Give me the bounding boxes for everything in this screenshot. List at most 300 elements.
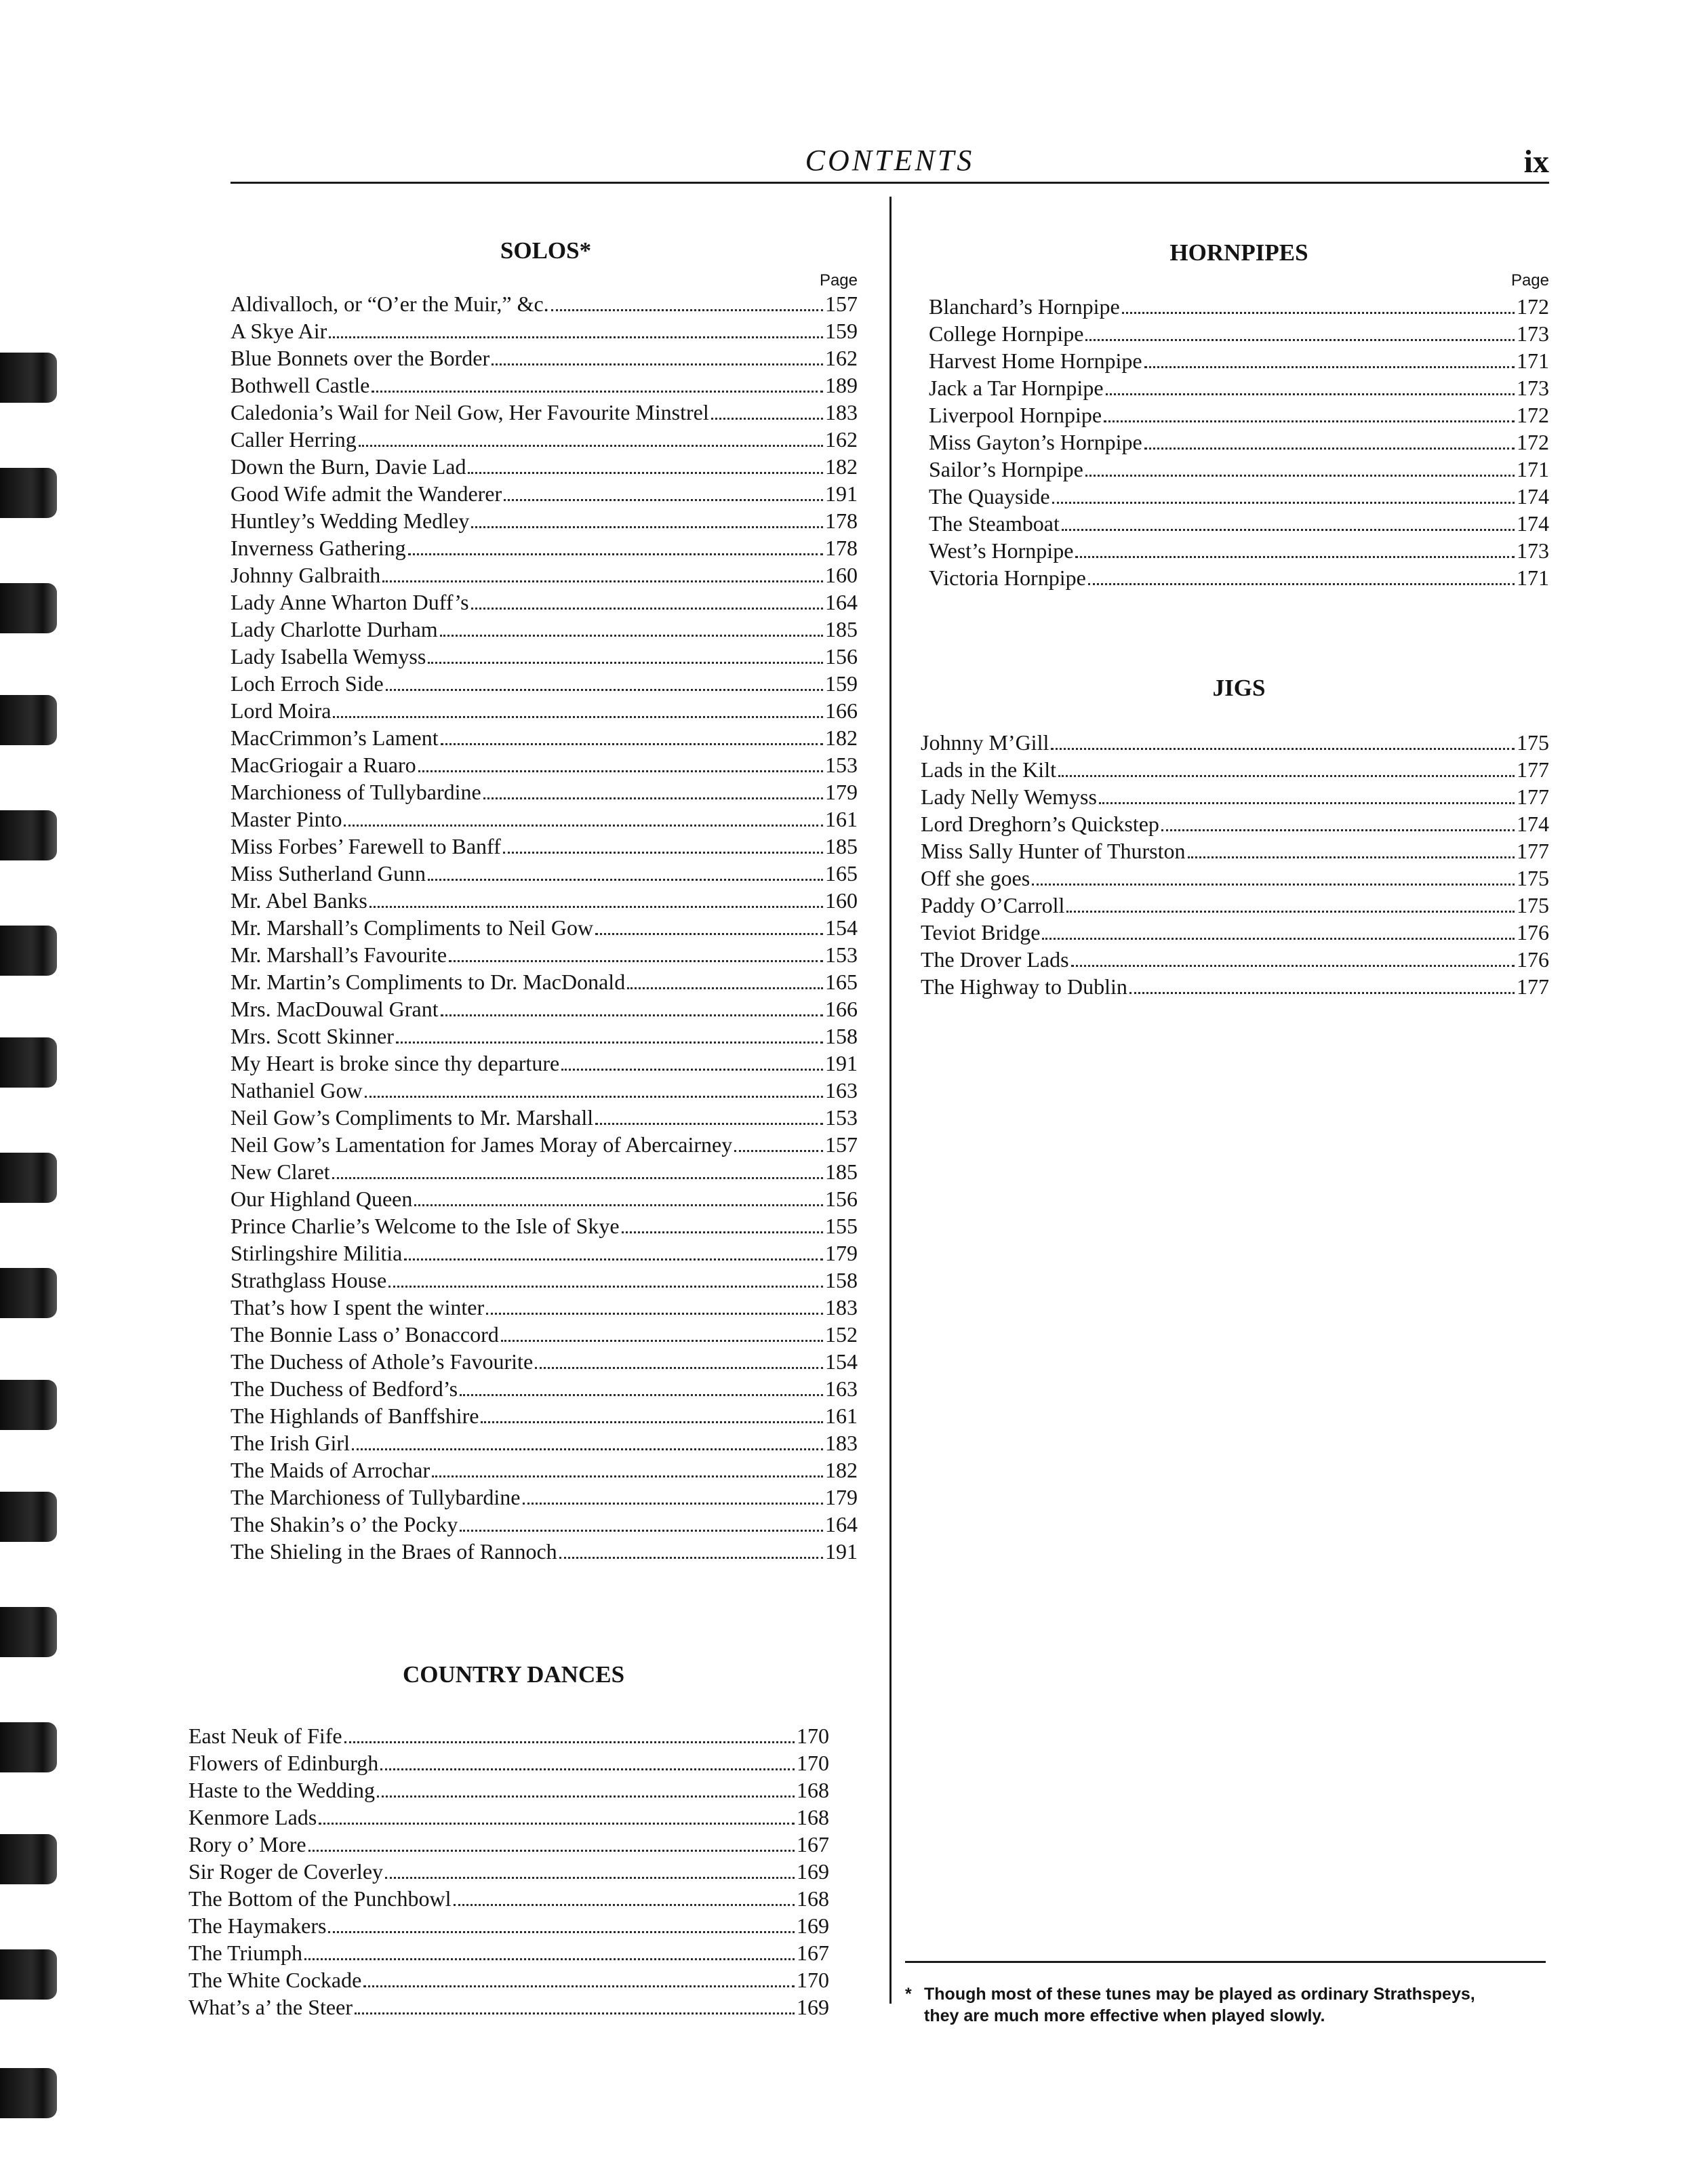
toc-entry	[231, 1185, 858, 1212]
entry-page-number: 176	[1517, 920, 1549, 945]
entry-title: Sir Roger de Coverley	[188, 1859, 384, 1884]
entry-page-number: 163	[825, 1078, 858, 1103]
entry-title: The Duchess of Athole’s Favourite	[231, 1349, 534, 1374]
toc-entry	[231, 670, 858, 697]
dot-leader	[408, 553, 823, 555]
entry-title: Johnny Galbraith	[231, 563, 381, 587]
entry-page-number: 172	[1517, 294, 1549, 319]
entry-title: The Highlands of Banffshire	[231, 1404, 479, 1428]
dot-leader	[308, 1850, 795, 1852]
entry-title: Mr. Abel Banks	[231, 888, 367, 913]
toc-entry	[231, 372, 858, 399]
binding-ring	[0, 2068, 57, 2118]
entry-page-number: 168	[797, 1805, 829, 1829]
entry-page-number: 170	[797, 1968, 829, 1992]
entry-page-number: 152	[825, 1322, 858, 1347]
entry-page-number: 174	[1517, 812, 1549, 836]
entry-page-number: 164	[825, 1512, 858, 1536]
toc-entry	[231, 1022, 858, 1050]
dot-leader	[352, 1448, 823, 1450]
toc-entry	[231, 1077, 858, 1104]
entry-page-number: 166	[825, 698, 858, 723]
entry-page-number: 170	[797, 1751, 829, 1775]
binding-ring	[0, 468, 57, 518]
toc-entry	[231, 643, 858, 670]
toc-entry	[231, 1484, 858, 1511]
entry-title: Strathglass House	[231, 1268, 387, 1292]
toc-entry	[921, 756, 1549, 783]
entry-title: Liverpool Hornpipe	[929, 403, 1102, 427]
entry-title: Rory o’ More	[188, 1832, 306, 1857]
entry-page-number: 191	[825, 1051, 858, 1075]
toc-entry	[231, 1131, 858, 1158]
toc-entry	[231, 616, 858, 643]
solos-page-label: Page	[819, 271, 858, 290]
dot-leader	[1122, 312, 1515, 314]
toc-entry	[921, 837, 1549, 865]
entry-page-number: 167	[797, 1832, 829, 1857]
entry-page-number: 162	[825, 346, 858, 370]
entry-page-number: 173	[1517, 321, 1549, 346]
entry-title: Mr. Marshall’s Compliments to Neil Gow	[231, 915, 594, 940]
toc-entry	[921, 946, 1549, 973]
entry-title: The Shieling in the Braes of Rannoch	[231, 1539, 557, 1564]
entry-title: The Duchess of Bedford’s	[231, 1376, 458, 1401]
entry-page-number: 171	[1517, 349, 1549, 373]
entry-page-number: 191	[825, 1539, 858, 1564]
toc-entry	[231, 724, 858, 751]
entry-page-number: 176	[1517, 947, 1549, 972]
dot-leader	[1071, 965, 1515, 967]
toc-entry	[231, 344, 858, 372]
binding-ring	[0, 353, 57, 403]
binding-ring	[0, 1607, 57, 1657]
binding-ring	[0, 1268, 57, 1318]
dot-leader	[468, 472, 823, 474]
dot-leader	[535, 1367, 823, 1369]
dot-leader	[359, 445, 823, 447]
dot-leader	[503, 852, 823, 854]
dot-leader	[1052, 502, 1515, 504]
page-title: CONTENTS	[805, 144, 975, 177]
entry-page-number: 179	[825, 780, 858, 804]
entry-title: Mrs. MacDouwal Grant	[231, 997, 439, 1021]
dot-leader	[1106, 393, 1515, 395]
dot-leader	[396, 1041, 823, 1044]
entry-page-number: 169	[797, 1859, 829, 1884]
entry-page-number: 153	[825, 1105, 858, 1130]
toc-entry	[231, 914, 858, 941]
dot-leader	[440, 635, 823, 637]
entry-page-number: 175	[1517, 730, 1549, 755]
dot-leader	[1099, 802, 1515, 804]
dot-leader	[471, 526, 823, 528]
dot-leader	[1058, 775, 1515, 777]
entry-title: Miss Forbes’ Farewell to Banff	[231, 834, 501, 858]
toc-entry	[231, 1294, 858, 1321]
entry-title: Mr. Marshall’s Favourite	[231, 942, 447, 967]
toc-entry	[188, 1939, 829, 1966]
entry-page-number: 185	[825, 834, 858, 858]
toc-entry	[231, 1212, 858, 1239]
dot-leader	[365, 1096, 823, 1098]
binding-ring	[0, 583, 57, 633]
entry-page-number: 189	[825, 373, 858, 397]
toc-entry	[921, 892, 1549, 919]
entry-page-number: 160	[825, 563, 858, 587]
toc-entry	[231, 995, 858, 1022]
toc-entry	[231, 1267, 858, 1294]
toc-entry	[231, 426, 858, 453]
entry-title: Caller Herring	[231, 427, 357, 452]
dot-leader	[1104, 420, 1515, 422]
entry-title: Lady Isabella Wemyss	[231, 644, 426, 669]
toc-entry	[188, 1804, 829, 1831]
toc-entry	[188, 1831, 829, 1858]
toc-entry	[231, 778, 858, 806]
entry-page-number: 161	[825, 807, 858, 831]
toc-entry	[929, 510, 1549, 537]
toc-entry	[231, 561, 858, 589]
dot-leader	[1075, 556, 1515, 558]
entry-title: A Skye Air	[231, 319, 327, 343]
entry-page-number: 164	[825, 590, 858, 614]
hornpipes-list	[929, 293, 1549, 591]
toc-entry	[929, 429, 1549, 456]
dot-leader	[380, 1768, 795, 1770]
toc-entry	[188, 1885, 829, 1912]
hornpipes-heading: HORNPIPES	[1169, 239, 1308, 266]
footnote-rule	[905, 1961, 1546, 1963]
toc-entry	[231, 1050, 858, 1077]
solos-heading: SOLOS*	[500, 237, 592, 264]
entry-title: Stirlingshire Militia	[231, 1241, 403, 1265]
entry-title: Sailor’s Hornpipe	[929, 457, 1083, 481]
dot-leader	[382, 580, 823, 582]
toc-entry	[188, 1858, 829, 1885]
dot-leader	[428, 662, 823, 664]
toc-entry	[231, 968, 858, 995]
dot-leader	[1062, 529, 1515, 531]
entry-page-number: 160	[825, 888, 858, 913]
toc-entry	[231, 399, 858, 426]
toc-entry	[231, 1158, 858, 1185]
page-header	[231, 144, 1549, 184]
entry-title: Inverness Gathering	[231, 536, 406, 560]
dot-leader	[1129, 992, 1515, 994]
entry-title: Johnny M’Gill	[921, 730, 1049, 755]
page-number: ix	[1523, 144, 1549, 180]
binding-ring	[0, 695, 57, 745]
entry-page-number: 182	[825, 1458, 858, 1482]
binding-ring	[0, 1153, 57, 1203]
country-dances-heading: COUNTRY DANCES	[402, 1661, 625, 1688]
entry-page-number: 178	[825, 536, 858, 560]
entry-title: Miss Sutherland Gunn	[231, 861, 426, 886]
toc-entry	[231, 1321, 858, 1348]
dot-leader	[504, 499, 823, 501]
entry-page-number: 172	[1517, 430, 1549, 454]
entry-page-number: 183	[825, 1431, 858, 1455]
entry-title: Aldivalloch, or “O’er the Muir,” &c.	[231, 292, 549, 316]
binding-ring	[0, 1834, 57, 1884]
dot-leader	[449, 960, 823, 962]
dot-leader	[441, 743, 823, 745]
entry-title: The Maids of Arrochar	[231, 1458, 430, 1482]
toc-entry	[929, 564, 1549, 591]
binding-ring	[0, 1722, 57, 1772]
dot-leader	[454, 1904, 795, 1906]
entry-page-number: 178	[825, 509, 858, 533]
toc-entry	[188, 1776, 829, 1804]
dot-leader	[355, 2012, 795, 2014]
toc-entry	[231, 480, 858, 507]
toc-entry	[231, 1456, 858, 1484]
dot-leader	[319, 1823, 795, 1825]
binding-ring	[0, 926, 57, 976]
toc-entry	[231, 453, 858, 480]
toc-entry	[921, 919, 1549, 946]
toc-entry	[929, 483, 1549, 510]
entry-page-number: 154	[825, 1349, 858, 1374]
entry-page-number: 165	[825, 861, 858, 886]
entry-page-number: 174	[1517, 511, 1549, 536]
entry-page-number: 159	[825, 671, 858, 696]
entry-title: Our Highland Queen	[231, 1187, 413, 1211]
entry-title: Paddy O’Carroll	[921, 893, 1065, 917]
entry-title: Down the Burn, Davie Lad	[231, 454, 466, 479]
toc-entry	[188, 1912, 829, 1939]
dot-leader	[1085, 339, 1515, 341]
binding-ring	[0, 1492, 57, 1542]
dot-leader	[385, 1877, 795, 1879]
dot-leader	[483, 797, 823, 799]
dot-leader	[1051, 748, 1515, 750]
entry-page-number: 177	[1517, 974, 1549, 999]
entry-title: Prince Charlie’s Welcome to the Isle of Skye	[231, 1214, 620, 1238]
dot-leader	[333, 716, 823, 718]
header-rule	[231, 182, 1549, 184]
toc-entry	[231, 507, 858, 534]
toc-entry	[921, 810, 1549, 837]
toc-entry	[231, 860, 858, 887]
entry-page-number: 154	[825, 915, 858, 940]
binding-ring	[0, 810, 57, 860]
entry-title: Blue Bonnets over the Border	[231, 346, 490, 370]
entry-title: Neil Gow’s Compliments to Mr. Marshall	[231, 1105, 594, 1130]
toc-entry	[188, 1966, 829, 1993]
entry-title: My Heart is broke since thy departure	[231, 1051, 560, 1075]
footnote-mark: *	[905, 1985, 912, 2004]
dot-leader	[344, 1741, 795, 1743]
entry-page-number: 165	[825, 970, 858, 994]
entry-page-number: 172	[1517, 403, 1549, 427]
toc-entry	[929, 347, 1549, 374]
dot-leader	[1066, 911, 1515, 913]
dot-leader	[377, 1795, 795, 1798]
jigs-list	[921, 729, 1549, 1000]
entry-title: Victoria Hornpipe	[929, 565, 1086, 590]
dot-leader	[1144, 366, 1515, 368]
entry-page-number: 157	[825, 1132, 858, 1157]
entry-title: Miss Sally Hunter of Thurston	[921, 839, 1186, 863]
toc-entry	[921, 783, 1549, 810]
entry-page-number: 177	[1517, 839, 1549, 863]
entry-page-number: 166	[825, 997, 858, 1021]
entry-page-number: 175	[1517, 866, 1549, 890]
dot-leader	[428, 879, 823, 881]
entry-page-number: 163	[825, 1376, 858, 1401]
entry-page-number: 153	[825, 942, 858, 967]
toc-entry	[231, 1402, 858, 1429]
toc-entry	[188, 1722, 829, 1749]
toc-entry	[231, 1239, 858, 1267]
toc-entry	[231, 941, 858, 968]
entry-page-number: 177	[1517, 757, 1549, 782]
dot-leader	[492, 363, 823, 365]
entry-page-number: 179	[825, 1485, 858, 1509]
toc-entry	[231, 1538, 858, 1565]
toc-entry	[231, 1511, 858, 1538]
entry-title: That’s how I spent the winter	[231, 1295, 485, 1319]
entry-title: The Highway to Dublin	[921, 974, 1127, 999]
dot-leader	[432, 1475, 823, 1477]
entry-title: Loch Erroch Side	[231, 671, 384, 696]
entry-title: Bothwell Castle	[231, 373, 370, 397]
toc-entry	[929, 537, 1549, 564]
entry-title: Nathaniel Gow	[231, 1078, 363, 1103]
entry-page-number: 159	[825, 319, 858, 343]
toc-entry	[188, 1993, 829, 2021]
entry-page-number: 171	[1517, 565, 1549, 590]
entry-title: Miss Gayton’s Hornpipe	[929, 430, 1142, 454]
dot-leader	[404, 1258, 823, 1260]
entry-title: The Shakin’s o’ the Pocky	[231, 1512, 458, 1536]
dot-leader	[329, 336, 823, 338]
dot-leader	[501, 1340, 823, 1342]
entry-title: What’s a’ the Steer	[188, 1995, 353, 2019]
dot-leader	[304, 1958, 795, 1960]
entry-page-number: 171	[1517, 457, 1549, 481]
entry-title: Jack a Tar Hornpipe	[929, 376, 1104, 400]
entry-page-number: 175	[1517, 893, 1549, 917]
entry-page-number: 156	[825, 1187, 858, 1211]
entry-title: West’s Hornpipe	[929, 538, 1074, 563]
entry-page-number: 182	[825, 454, 858, 479]
entry-title: Off she goes	[921, 866, 1030, 890]
dot-leader	[627, 987, 823, 989]
toc-entry	[231, 833, 858, 860]
toc-entry	[929, 456, 1549, 483]
entry-page-number: 185	[825, 1159, 858, 1184]
entry-title: MacGriogair a Ruaro	[231, 753, 416, 777]
entry-title: The Bonnie Lass o’ Bonaccord	[231, 1322, 499, 1347]
entry-title: New Claret	[231, 1159, 330, 1184]
toc-entry	[231, 697, 858, 724]
entry-title: East Neuk of Fife	[188, 1724, 342, 1748]
entry-title: The Irish Girl	[231, 1431, 350, 1455]
entry-title: Mrs. Scott Skinner	[231, 1024, 394, 1048]
entry-title: Kenmore Lads	[188, 1805, 317, 1829]
binding-ring	[0, 1949, 57, 2000]
entry-page-number: 156	[825, 644, 858, 669]
dot-leader	[523, 1503, 824, 1505]
entry-page-number: 168	[797, 1886, 829, 1911]
dot-leader	[344, 825, 823, 827]
entry-title: Good Wife admit the Wanderer	[231, 481, 502, 506]
toc-entry	[231, 534, 858, 561]
toc-entry	[929, 293, 1549, 320]
dot-leader	[441, 1014, 823, 1016]
entry-page-number: 182	[825, 726, 858, 750]
entry-page-number: 170	[797, 1724, 829, 1748]
entry-page-number: 157	[825, 292, 858, 316]
entry-page-number: 158	[825, 1268, 858, 1292]
toc-entry	[231, 317, 858, 344]
dot-leader	[460, 1394, 823, 1396]
entry-page-number: 173	[1517, 538, 1549, 563]
dot-leader	[328, 1931, 795, 1933]
dot-leader	[1188, 856, 1515, 858]
dot-leader	[386, 689, 823, 691]
dot-leader	[332, 1177, 823, 1179]
dot-leader	[622, 1231, 823, 1233]
column-divider	[889, 197, 892, 2004]
dot-leader	[561, 1069, 823, 1071]
toc-entry	[231, 751, 858, 778]
hornpipes-page-label: Page	[1510, 271, 1549, 290]
entry-title: Flowers of Edinburgh	[188, 1751, 379, 1775]
entry-page-number: 183	[825, 1295, 858, 1319]
dot-leader	[711, 418, 823, 420]
entry-title: Caledonia’s Wail for Neil Gow, Her Favourite Minstrel	[231, 400, 709, 424]
binding-ring	[0, 1037, 57, 1088]
entry-title: The Quayside	[929, 484, 1050, 509]
dot-leader	[1032, 883, 1515, 886]
dot-leader	[418, 770, 823, 772]
dot-leader	[595, 933, 823, 935]
toc-entry	[929, 320, 1549, 347]
dot-leader	[372, 391, 823, 393]
entry-page-number: 169	[797, 1913, 829, 1938]
entry-title: Mr. Martin’s Compliments to Dr. MacDonald	[231, 970, 626, 994]
entry-title: Master Pinto	[231, 807, 342, 831]
dot-leader	[481, 1421, 823, 1423]
toc-entry	[921, 865, 1549, 892]
entry-title: The Steamboat	[929, 511, 1060, 536]
footnote	[905, 1983, 1556, 2027]
entry-page-number: 153	[825, 753, 858, 777]
toc-entry	[929, 374, 1549, 401]
entry-title: Lady Anne Wharton Duff’s	[231, 590, 469, 614]
entry-page-number: 174	[1517, 484, 1549, 509]
entry-page-number: 162	[825, 427, 858, 452]
entry-title: Neil Gow’s Lamentation for James Moray of Abercairney	[231, 1132, 733, 1157]
toc-entry	[231, 1348, 858, 1375]
dot-leader	[486, 1313, 823, 1315]
toc-entry	[231, 887, 858, 914]
dot-leader	[1085, 475, 1515, 477]
entry-page-number: 177	[1517, 785, 1549, 809]
entry-page-number: 161	[825, 1404, 858, 1428]
toc-entry	[231, 806, 858, 833]
jigs-heading: JIGS	[1212, 675, 1266, 701]
dot-leader	[460, 1530, 823, 1532]
toc-entry	[231, 1375, 858, 1402]
entry-title: Lady Nelly Wemyss	[921, 785, 1097, 809]
entry-title: The Drover Lads	[921, 947, 1069, 972]
entry-title: Harvest Home Hornpipe	[929, 349, 1142, 373]
